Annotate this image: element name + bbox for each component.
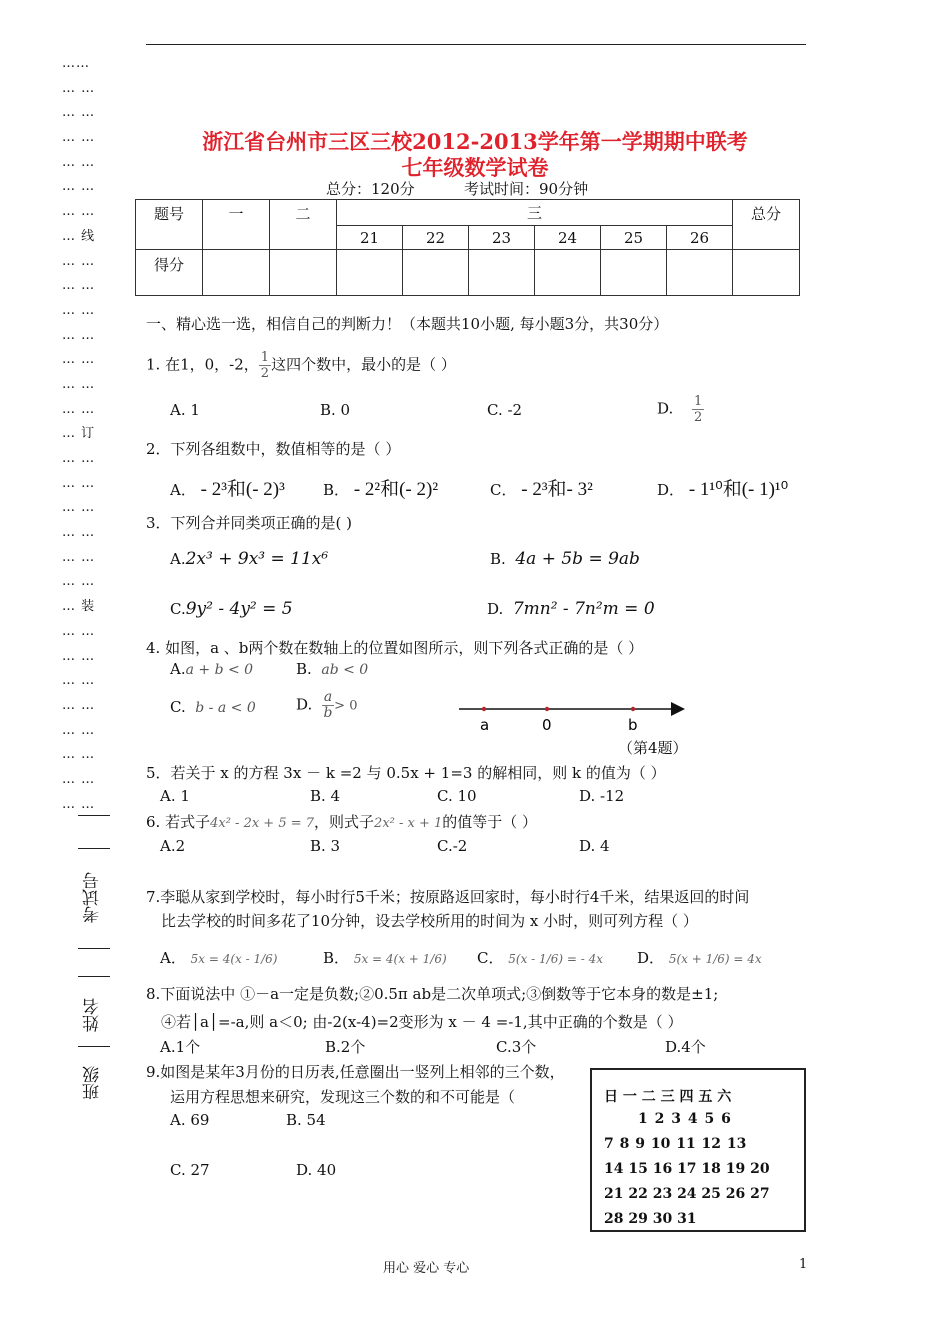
header-part3: 三 <box>337 200 733 226</box>
q7-d-label: D． <box>637 949 665 967</box>
q1-fraction <box>259 350 271 381</box>
q3-d-expr: 7mn² - 7n²m = 0 <box>512 599 655 619</box>
q1-d-frac-num: 1 <box>694 394 703 409</box>
q8-option-d: D.4个 <box>665 1038 706 1056</box>
q7-a-label: A． <box>160 949 186 967</box>
margin-dot-row: … … <box>62 130 96 146</box>
q3-option-c <box>170 599 293 619</box>
q4-d-label: D. <box>296 695 313 714</box>
q2-b-label: B． <box>323 481 350 499</box>
q4-b-label: B. <box>296 660 312 678</box>
q4-c-label: C. <box>170 698 186 716</box>
q2-b-expr: - 2²和(- 2)² <box>353 479 439 500</box>
margin-line <box>78 976 110 977</box>
q3-stem: 3．下列合并同类项正确的是( ) <box>146 514 353 532</box>
q7-d-expr: 5(x + 1/6) = 4x <box>668 952 762 966</box>
calendar-row: 28 29 30 31 <box>604 1211 697 1227</box>
score-cell[interactable] <box>270 250 337 296</box>
q6-stem <box>146 811 537 832</box>
q4-stem: 4. 如图，a 、b两个数在数轴上的位置如图所示，则下列各式正确的是（ ） <box>146 639 644 657</box>
margin-dot-row: … … <box>62 771 96 787</box>
header-q26: 26 <box>667 226 733 250</box>
row-label-score: 得分 <box>136 250 203 296</box>
header-q25: 25 <box>601 226 667 250</box>
q6-expr2: 2x² - x + 1 <box>374 816 443 831</box>
q3-option-d <box>487 599 655 619</box>
q6-stem-b: ，则式子 <box>314 813 375 831</box>
footer-slogan: 用心 爱心 专心 <box>383 1261 470 1276</box>
q2-stem: 2．下列各组数中，数值相等的是（ ） <box>146 440 401 458</box>
q1-option-d <box>657 394 704 425</box>
q7-option-a <box>160 947 277 968</box>
label-b: b <box>628 716 638 734</box>
q1-option-d-label: D. <box>657 399 674 418</box>
margin-dot-row: … … <box>62 80 96 96</box>
q1-d-frac-den: 2 <box>694 410 703 425</box>
q3-c-expr: 9y² - 4y² = 5 <box>185 599 293 619</box>
margin-line <box>78 848 110 849</box>
field-xingming-label: 姓名 <box>83 998 103 1032</box>
q3-b-expr: 4a + 5b = 9ab <box>515 549 640 569</box>
q6-option-b: B. 3 <box>310 837 341 855</box>
march-calendar <box>590 1068 806 1232</box>
field-kaohao-label: 考试号 <box>83 872 103 923</box>
margin-dot-row: … … <box>62 525 96 541</box>
q6-stem-c: 的值等于（ ） <box>442 813 538 831</box>
q7-c-label: C． <box>477 949 504 967</box>
label-zero: 0 <box>542 716 552 734</box>
q1-frac-den: 2 <box>260 366 270 381</box>
q1-stem <box>146 350 456 381</box>
header-part2: 二 <box>270 200 337 250</box>
header-q24: 24 <box>535 226 601 250</box>
number-line-arrow <box>671 702 685 716</box>
q3-option-b <box>490 549 640 569</box>
calendar-row: 7 8 9 10 11 12 13 <box>604 1136 747 1152</box>
margin-dot-row: … … <box>62 327 96 343</box>
point-a <box>482 707 486 711</box>
margin-line <box>78 815 110 816</box>
total-score: 总分：120分 <box>326 180 415 198</box>
header-tihao: 题号 <box>136 200 203 250</box>
margin-dot-row: … … <box>62 648 96 664</box>
margin-dot-row: … … <box>62 401 96 417</box>
q5-option-a: A. 1 <box>160 787 190 805</box>
q3-b-label: B. <box>490 550 506 568</box>
q4-option-d <box>296 690 357 721</box>
margin-dot-row: … … <box>62 796 96 812</box>
margin-dot-row: … 线 <box>62 228 96 244</box>
q8-option-c: C.3个 <box>496 1038 537 1056</box>
q2-c-label: C． <box>490 481 517 499</box>
calendar-row: 21 22 23 24 25 26 27 <box>604 1186 770 1202</box>
q6-option-d: D. 4 <box>579 837 610 855</box>
q5-option-b: B. 4 <box>310 787 341 805</box>
q2-a-expr: - 2³和(- 2)³ <box>200 479 285 500</box>
q1-stem-a: 1. 在1，0，-2， <box>146 355 259 374</box>
q6-expr1: 4x² - 2x + 5 = 7 <box>210 816 315 831</box>
q7-option-b <box>323 947 447 968</box>
q4-d-den: b <box>323 705 333 721</box>
margin-dot-row: … … <box>62 722 96 738</box>
q9-option-d: D. 40 <box>296 1161 337 1179</box>
q7-option-d <box>637 947 762 968</box>
margin-dot-row: … … <box>62 253 96 269</box>
q2-d-label: D． <box>657 481 685 499</box>
q7-stem-line2: 比去学校的时间多花了10分钟，设去学校所用的时间为 x 小时，则可列方程（ ） <box>161 912 698 930</box>
score-cell[interactable] <box>667 250 733 296</box>
margin-dot-row: … … <box>62 549 96 565</box>
margin-dot-row: … … <box>62 697 96 713</box>
section-1-heading: 一、精心选一选，相信自己的判断力！（本题共10小题, 每小题3分，共30分） <box>146 315 669 333</box>
score-cell[interactable] <box>337 250 403 296</box>
q7-c-expr: 5(x - 1/6) = - 4x <box>508 952 603 966</box>
q5-option-d: D. -12 <box>579 787 625 805</box>
q4-a-expr: a + b < 0 <box>185 662 254 678</box>
margin-dot-row: … … <box>62 105 96 121</box>
header-total: 总分 <box>733 200 800 250</box>
calendar-row: 1 2 3 4 5 6 <box>638 1111 731 1127</box>
score-cell[interactable] <box>203 250 270 296</box>
score-cell[interactable] <box>535 250 601 296</box>
q2-c-expr: - 2³和- 3² <box>521 479 593 500</box>
score-table <box>135 199 800 296</box>
margin-dot-row: … … <box>62 451 96 466</box>
score-cell[interactable] <box>733 250 800 296</box>
q2-option-d <box>657 474 788 501</box>
q4-b-expr: ab < 0 <box>321 662 369 678</box>
point-b <box>631 707 635 711</box>
margin-dot-row: … … <box>62 204 96 220</box>
q4-d-tail: > 0 <box>334 698 358 714</box>
q4-a-label: A. <box>170 660 186 678</box>
calendar-header: 日 一 二 三 四 五 六 <box>604 1089 732 1105</box>
margin-dot-row: … … <box>62 154 96 170</box>
q7-b-label: B． <box>323 949 350 967</box>
q8-option-a: A.1个 <box>160 1038 201 1056</box>
number-line <box>455 696 690 736</box>
q6-option-a: A.2 <box>160 837 186 855</box>
q6-stem-a: 6. 若式子 <box>146 813 211 831</box>
q9-stem-line2: 运用方程思想来研究，发现这三个数的和不可能是（ <box>170 1088 516 1106</box>
header-q22: 22 <box>403 226 469 250</box>
q1-option-c: C. -2 <box>487 401 523 419</box>
header-q23: 23 <box>469 226 535 250</box>
margin-dot-row: … 订 <box>62 426 96 442</box>
q4-d-num: a <box>323 689 333 705</box>
margin-dot-row: … … <box>62 574 96 590</box>
margin-line <box>78 1046 110 1047</box>
score-cell[interactable] <box>403 250 469 296</box>
q8-stem-line1: 8.下面说法中 ①－a一定是负数;②0.5π ab是二次单项式;③倒数等于它本身的数是±1; <box>146 985 719 1003</box>
q1-option-b: B. 0 <box>320 401 351 419</box>
field-banji-label: 班级 <box>83 1066 103 1100</box>
q1-stem-b: 这四个数中，最小的是（ ） <box>271 355 456 374</box>
exam-title: 浙江省台州市三区三校2012-2013学年第一学期期中联考 <box>202 129 748 154</box>
q7-b-expr: 5x = 4(x + 1/6) <box>353 952 447 966</box>
q2-option-b <box>323 474 438 501</box>
q6-option-c: C.-2 <box>437 837 468 855</box>
q3-a-expr: 2x³ + 9x³ = 11x⁶ <box>185 549 329 569</box>
exam-subtitle: 七年级数学试卷 <box>401 155 549 180</box>
q1-option-d-fraction <box>692 394 704 425</box>
q8-option-b: B.2个 <box>325 1038 366 1056</box>
score-cell[interactable] <box>601 250 667 296</box>
q4-option-b <box>296 660 368 678</box>
margin-dot-row: … … <box>62 747 96 763</box>
q3-d-label: D. <box>487 600 504 618</box>
margin-line <box>78 948 110 949</box>
q3-a-label: A. <box>170 550 186 568</box>
page-number: 1 <box>799 1257 808 1272</box>
q1-option-a: A. 1 <box>170 401 200 419</box>
margin-dot-row: … … <box>62 623 96 639</box>
exam-time: 考试时间：90分钟 <box>464 180 589 198</box>
point-zero <box>545 707 549 711</box>
q7-a-expr: 5x = 4(x - 1/6) <box>190 952 278 966</box>
margin-dot-row: …… <box>62 56 90 71</box>
margin-dot-row: … … <box>62 673 96 689</box>
q7-option-c <box>477 947 603 968</box>
margin-dot-row: … … <box>62 500 96 516</box>
margin-dot-row: … … <box>62 376 96 392</box>
calendar-row: 14 15 16 17 18 19 20 <box>604 1161 770 1177</box>
q2-option-a <box>170 474 285 501</box>
q4-d-fraction <box>322 690 334 721</box>
q4-c-expr: b - a < 0 <box>195 700 256 716</box>
margin-dot-row: … … <box>62 278 96 294</box>
score-cell[interactable] <box>469 250 535 296</box>
q2-option-c <box>490 474 593 501</box>
q9-stem-line1: 9.如图是某年3月份的日历表,任意圈出一竖列上相邻的三个数， <box>146 1063 565 1081</box>
header-q21: 21 <box>337 226 403 250</box>
margin-dot-row: … … <box>62 352 96 368</box>
q9-option-a: A. 69 <box>170 1111 210 1129</box>
q5-stem: 5．若关于 x 的方程 3x － k =2 与 0.5x + 1=3 的解相同，则 k 的值为（ ） <box>146 764 666 782</box>
q3-option-a <box>170 549 328 569</box>
q4-caption: （第4题） <box>618 739 688 757</box>
q3-c-label: C. <box>170 600 186 618</box>
q4-option-c <box>170 698 256 716</box>
q7-stem-line1: 7.李聪从家到学校时，每小时行5千米；按原路返回家时，每小时行4千米，结果返回的时间 <box>146 888 750 906</box>
margin-dot-row: … … <box>62 475 96 491</box>
margin-dot-row: … … <box>62 302 96 318</box>
q4-option-a <box>170 660 253 678</box>
q2-a-label: A． <box>170 481 196 499</box>
q1-frac-num: 1 <box>260 350 270 365</box>
margin-dot-row: … 装 <box>62 599 96 615</box>
q5-option-c: C. 10 <box>437 787 477 805</box>
q8-stem-line2: ④若│a│=-a,则 a＜0; 由-2(x-4)=2变形为 x － 4 =-1,其中正确的个数是（ ） <box>161 1013 683 1031</box>
label-a: a <box>480 716 490 734</box>
q9-option-b: B. 54 <box>286 1111 326 1129</box>
q9-option-c: C. 27 <box>170 1161 210 1179</box>
q2-d-expr: - 1¹⁰和(- 1)¹⁰ <box>688 479 789 500</box>
header-part1: 一 <box>203 200 270 250</box>
margin-dot-row: … … <box>62 179 96 195</box>
top-rule <box>146 44 806 45</box>
